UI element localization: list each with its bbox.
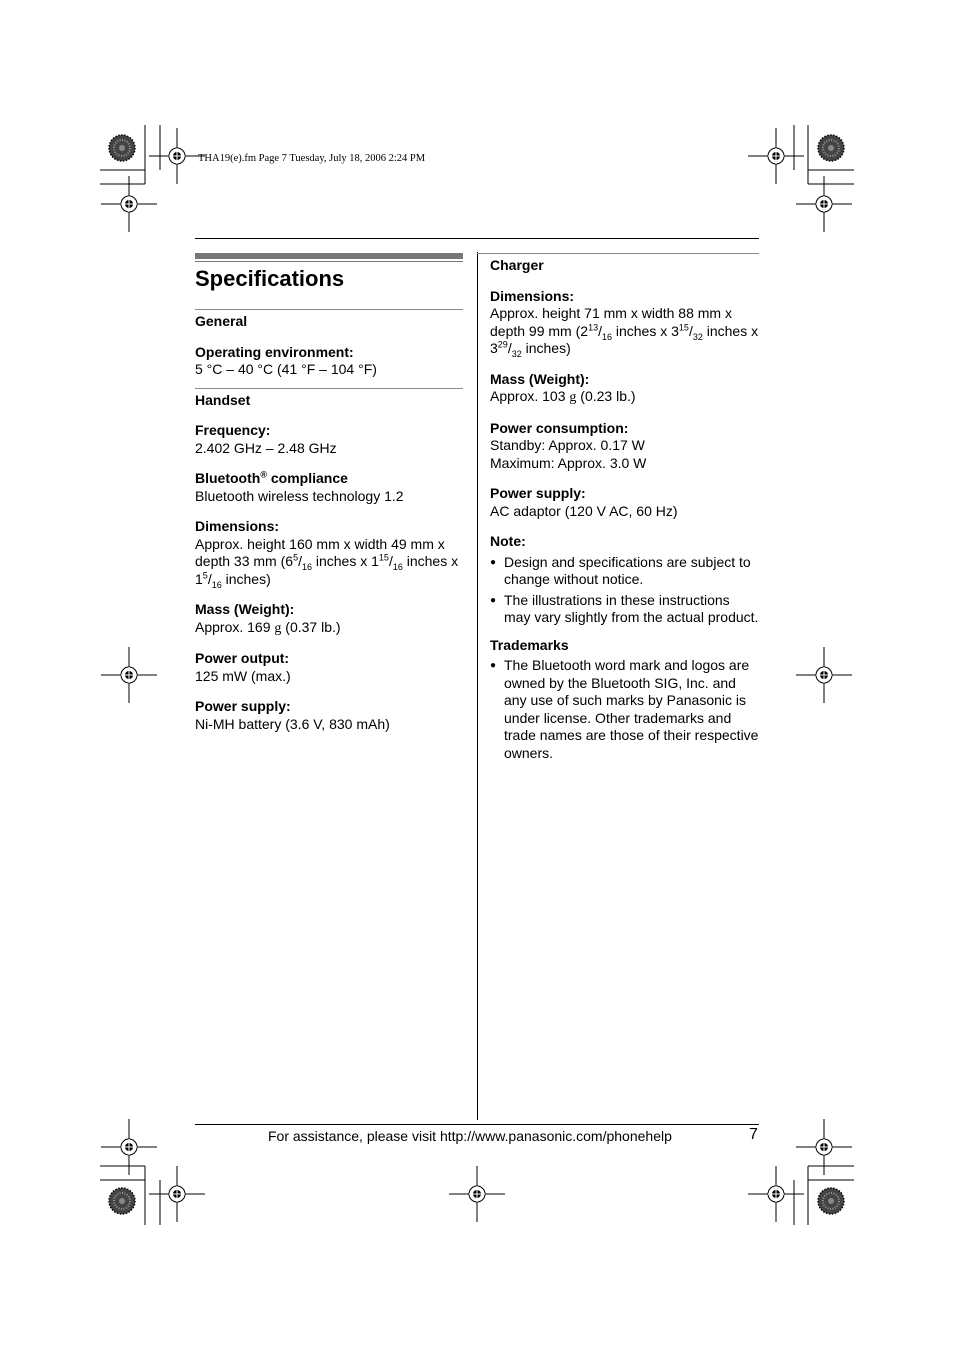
spec-value (195, 619, 463, 638)
spec-label: Mass (Weight): (490, 370, 590, 387)
dim-text: 5 (202, 569, 208, 580)
spec-value (195, 536, 463, 589)
list-item: ● The Bluetooth word mark and logos are owned by the Bluetooth SIG, Inc. and any use of such marks by Panasonic is under license. Other trademarks and trade names are those of their respective owners. (490, 657, 759, 762)
spec-label: Power output: (195, 650, 290, 666)
dim-text: 16 (301, 561, 312, 572)
spec-value: 125 mW (max.) (195, 667, 291, 684)
spec-label: Dimensions: (195, 518, 280, 534)
spec-label: Dimensions: (490, 287, 575, 304)
bottom-rule (195, 1124, 759, 1125)
left-column (195, 253, 463, 733)
note-list (490, 554, 759, 627)
dim-text: / (298, 553, 302, 569)
dim-text: / (507, 340, 512, 356)
spec-power-output (195, 650, 463, 685)
mass-text: Approx. 103 (490, 388, 570, 404)
top-rule (195, 238, 759, 239)
spec-label: Frequency: (195, 422, 271, 438)
trademarks-section (490, 637, 759, 763)
spec-value: 5 °C – 40 °C (41 °F – 104 °F) (195, 361, 377, 377)
footer-assistance-text: For assistance, please visit http://www.panasonic.com/phonehelp (268, 1128, 672, 1144)
section-separator (477, 253, 759, 254)
mass-text: Approx. 169 (195, 618, 275, 635)
spec-label: Power consumption: (490, 419, 629, 436)
spec-value: 2.402 GHz – 2.48 GHz (195, 439, 337, 456)
column-divider (477, 252, 478, 1120)
bt-label-text: compliance (266, 470, 348, 486)
dim-text: 15 (378, 552, 389, 563)
spec-value: Standby: Approx. 0.17 W (490, 437, 645, 453)
title-bar (195, 253, 463, 259)
spec-power-consumption (490, 420, 759, 473)
spec-value (490, 305, 759, 358)
spec-label: Operating environment: (195, 343, 354, 360)
dim-text: 29 (497, 339, 508, 350)
spec-value (490, 388, 759, 407)
dim-text: 16 (392, 561, 403, 572)
dim-text: / (688, 322, 693, 339)
dim-text: inches x 3 (611, 322, 679, 339)
list-item: ● The illustrations in these instructions may vary slightly from the actual product. (490, 592, 759, 627)
section-separator (195, 309, 463, 310)
dim-text: Approx. height 71 mm x width 88 mm x depth 99 mm (2 (490, 305, 732, 339)
spec-charger-power-supply (490, 485, 759, 520)
bt-label-text: Bluetooth (195, 470, 261, 486)
spec-value: Ni-MH battery (3.6 V, 830 mAh) (195, 715, 390, 732)
mass-text: (0.37 lb.) (281, 618, 341, 635)
spec-handset-mass (195, 601, 463, 637)
file-info-header: THA19(e).fm Page 7 Tuesday, July 18, 2006 2:24 PM (198, 153, 426, 164)
page-title: Specifications (195, 266, 345, 291)
spec-charger-dimensions (490, 288, 759, 358)
spec-label: Power supply: (490, 485, 586, 501)
spec-value: Bluetooth wireless technology 1.2 (195, 487, 404, 504)
spec-operating-environment (195, 344, 463, 379)
spec-charger-mass (490, 371, 759, 407)
dim-text: 32 (511, 348, 522, 359)
spec-label (195, 470, 463, 488)
spec-bluetooth-compliance (195, 470, 463, 505)
trademarks-list (490, 657, 759, 762)
note-section (490, 533, 759, 627)
registered-mark: ® (260, 469, 267, 480)
dim-text: Approx. height 160 mm x width 49 mm x depth 33 mm (6 (195, 535, 445, 569)
dim-text: inches) (521, 340, 571, 356)
right-column (490, 253, 759, 765)
note-heading: Note: (490, 533, 526, 549)
spec-value: AC adaptor (120 V AC, 60 Hz) (490, 502, 678, 519)
dim-text: inches x 1 (311, 553, 379, 569)
page-number: 7 (749, 1126, 758, 1143)
spec-label: Power supply: (195, 698, 291, 714)
dim-text: 32 (692, 331, 703, 342)
dim-text: inches x 3 (490, 322, 759, 356)
mass-unit: g (274, 620, 282, 636)
spec-handset-dimensions (195, 518, 463, 588)
spec-label: Mass (Weight): (195, 601, 295, 617)
dim-text: 13 (588, 321, 599, 332)
dim-text: 15 (678, 321, 689, 332)
dim-text: inches) (221, 570, 271, 587)
section-heading-charger: Charger (490, 257, 544, 273)
spec-value: Maximum: Approx. 3.0 W (490, 454, 647, 471)
dim-text: 16 (211, 579, 222, 590)
trademarks-heading: Trademarks (490, 636, 569, 653)
dim-text: 16 (601, 331, 612, 342)
section-heading-handset: Handset (195, 391, 251, 408)
dim-text: / (207, 570, 212, 587)
mass-text: (0.23 lb.) (576, 388, 636, 404)
mass-unit: g (569, 390, 577, 405)
section-separator (195, 388, 463, 389)
dim-text: / (598, 322, 602, 339)
dim-text: 5 (293, 552, 299, 563)
section-heading-general: General (195, 313, 248, 329)
list-item: ● Design and specifications are subject to change without notice. (490, 554, 759, 589)
spec-frequency (195, 422, 463, 457)
title-bar-thin (195, 261, 463, 262)
spec-handset-power-supply (195, 698, 463, 733)
dim-text: inches x 1 (195, 553, 459, 587)
dim-text: / (388, 553, 393, 569)
